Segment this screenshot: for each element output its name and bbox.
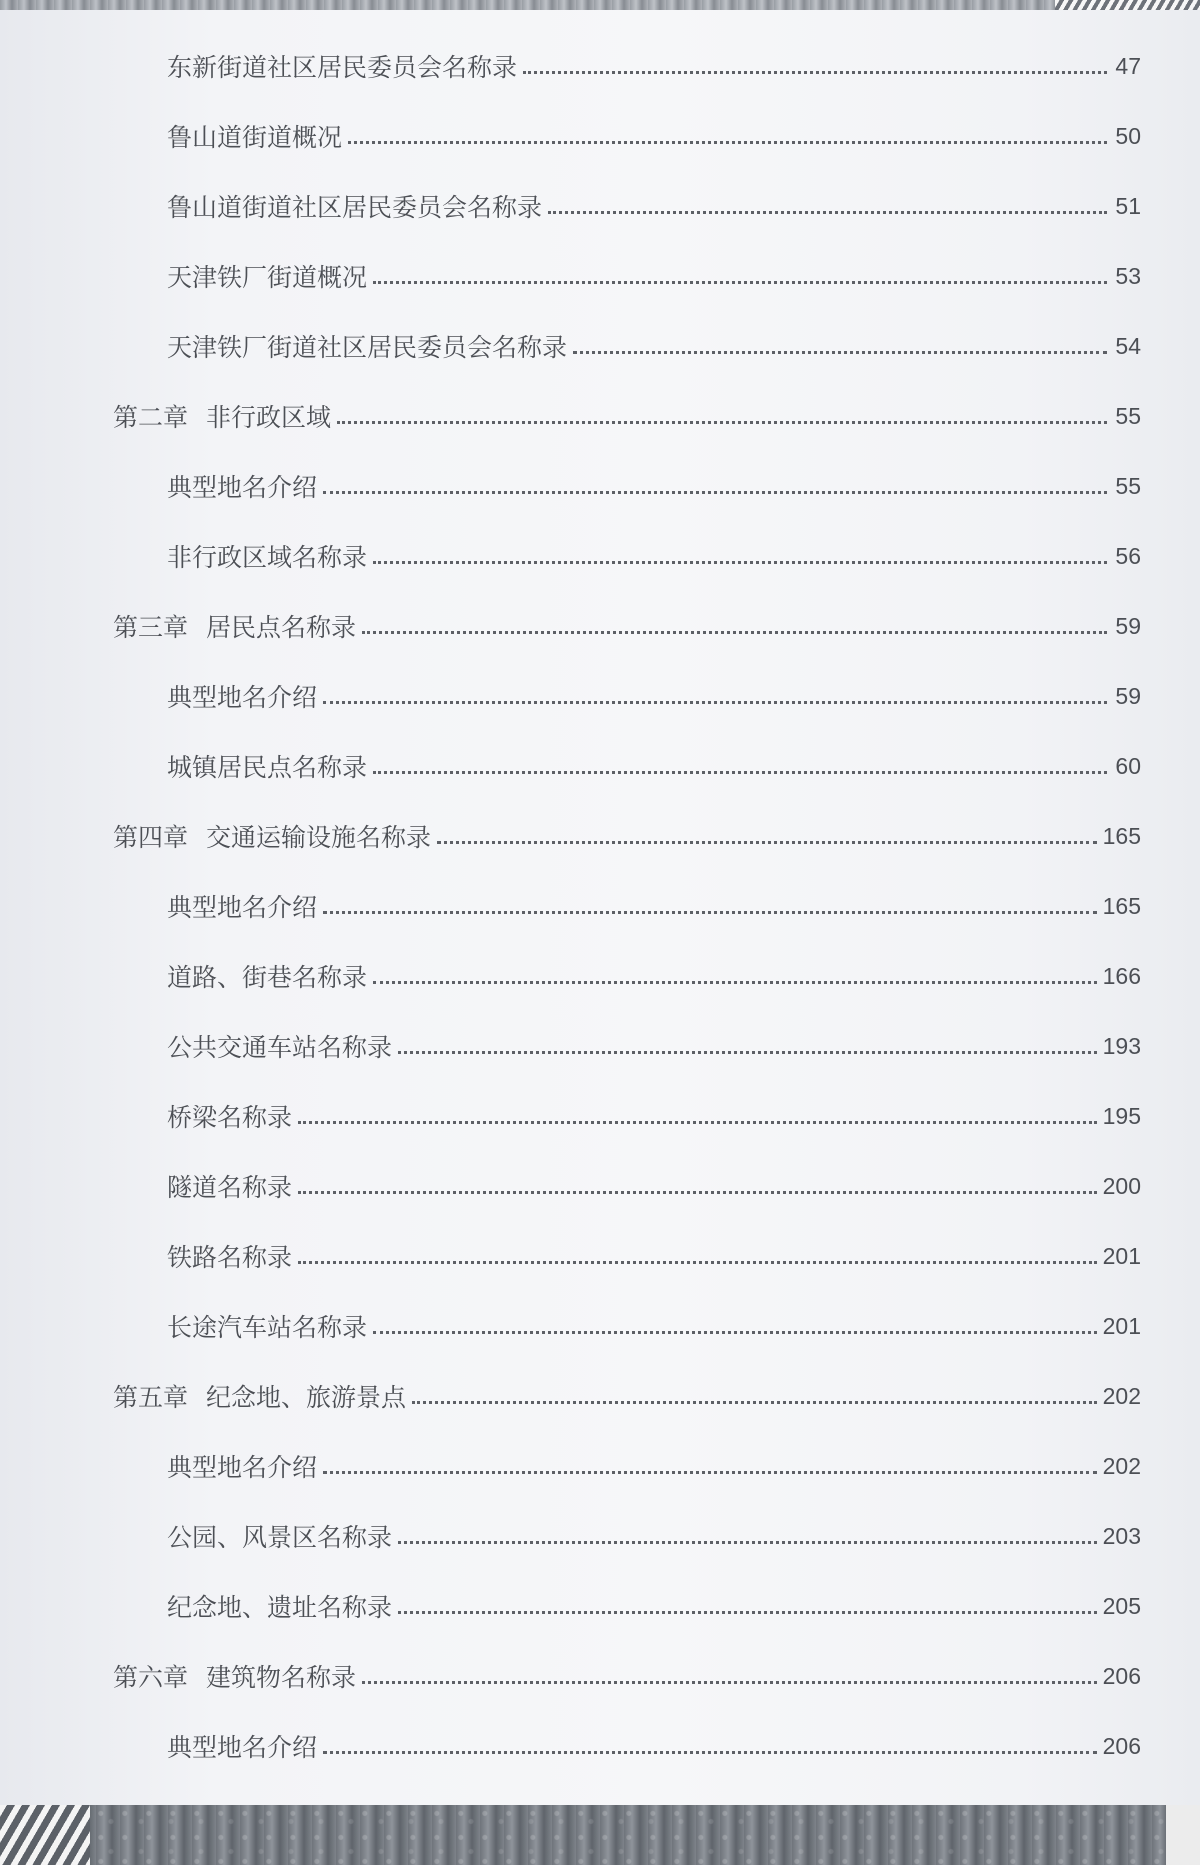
toc-entry-label — [167, 1728, 317, 1764]
toc-entry-title: 典型地名介绍 — [167, 683, 318, 712]
toc-entry-title: 东新街道社区居民委员会名称录 — [167, 53, 518, 82]
toc-entry-typical-names-chapter-3[interactable] — [167, 678, 1141, 714]
toc-entry-title: 鲁山道街道概况 — [167, 123, 343, 152]
toc-entry-typical-names-chapter-4[interactable] — [167, 888, 1141, 924]
toc-entry-railways-list[interactable] — [167, 1238, 1141, 1274]
dot-leader — [362, 1681, 1097, 1684]
dot-leader — [398, 1051, 1097, 1054]
chapter-number: 第三章 — [113, 613, 189, 642]
toc-entry-label — [167, 748, 367, 784]
toc-entry-title: 典型地名介绍 — [167, 893, 318, 922]
toc-chapter-5[interactable] — [113, 1378, 1141, 1414]
dot-leader — [298, 1121, 1097, 1124]
toc-chapter-3[interactable] — [113, 608, 1141, 644]
toc-page-number: 202 — [1102, 1452, 1141, 1479]
dot-leader — [523, 71, 1107, 74]
toc-entry-label — [167, 48, 517, 84]
toc-entry-dongxin-committee-list[interactable] — [167, 48, 1141, 84]
toc-page-number: 51 — [1115, 192, 1141, 219]
toc-entry-title: 天津铁厂街道社区居民委员会名称录 — [167, 333, 568, 362]
chapter-title: 纪念地、旅游景点 — [206, 1383, 407, 1412]
dot-leader — [298, 1191, 1097, 1194]
toc-page-number: 165 — [1102, 822, 1141, 849]
toc-page-number: 53 — [1115, 262, 1141, 289]
dot-leader — [323, 1471, 1097, 1474]
chapter-title: 非行政区域 — [206, 403, 332, 432]
toc-entry-label — [167, 1168, 292, 1204]
dot-leader — [323, 911, 1097, 914]
bottom-decorative-band — [0, 1805, 1200, 1865]
toc-page-number: 55 — [1115, 472, 1141, 499]
toc-page-number: 202 — [1102, 1382, 1141, 1409]
toc-page-number: 55 — [1115, 402, 1141, 429]
toc-entry-label — [113, 608, 356, 644]
toc-entry-tunnels-list[interactable] — [167, 1168, 1141, 1204]
toc-chapter-6[interactable] — [113, 1658, 1141, 1694]
dot-leader — [362, 631, 1107, 634]
toc-entry-title: 典型地名介绍 — [167, 1733, 318, 1762]
toc-page-number: 193 — [1102, 1032, 1141, 1059]
dot-leader — [348, 141, 1107, 144]
dot-leader — [337, 421, 1107, 424]
dot-leader — [548, 211, 1107, 214]
chapter-title: 居民点名称录 — [206, 613, 357, 642]
toc-page-number: 206 — [1102, 1732, 1141, 1759]
toc-entry-title: 铁路名称录 — [167, 1243, 293, 1272]
toc-entry-label — [167, 188, 542, 224]
toc-page-number: 166 — [1102, 962, 1141, 989]
dot-leader — [373, 981, 1097, 984]
toc-entry-label — [167, 468, 317, 504]
toc-entry-title: 纪念地、遗址名称录 — [167, 1593, 393, 1622]
toc-entry-label — [167, 1448, 317, 1484]
toc-entry-urban-settlement-list[interactable] — [167, 748, 1141, 784]
dot-leader — [373, 561, 1107, 564]
toc-page-number: 54 — [1115, 332, 1141, 359]
toc-page-number: 60 — [1115, 752, 1141, 779]
toc-page-number: 201 — [1102, 1242, 1141, 1269]
chapter-title: 建筑物名称录 — [206, 1663, 357, 1692]
chapter-number: 第四章 — [113, 823, 189, 852]
dot-leader — [573, 351, 1107, 354]
toc-entry-lushandao-overview[interactable] — [167, 118, 1141, 154]
dot-leader — [373, 1331, 1097, 1334]
dot-leader — [437, 841, 1097, 844]
bottom-right-edge — [1166, 1805, 1200, 1865]
toc-chapter-2[interactable] — [113, 398, 1141, 434]
dot-leader — [412, 1401, 1097, 1404]
dot-leader — [323, 701, 1107, 704]
toc-page-number: 205 — [1102, 1592, 1141, 1619]
toc-entry-parks-scenic-areas-list[interactable] — [167, 1518, 1141, 1554]
toc-page-number: 201 — [1102, 1312, 1141, 1339]
toc-entry-typical-names-chapter-5[interactable] — [167, 1448, 1141, 1484]
dot-leader — [323, 491, 1107, 494]
toc-entry-lushandao-committee-list[interactable] — [167, 188, 1141, 224]
toc-entry-non-admin-list[interactable] — [167, 538, 1141, 574]
toc-entry-label — [167, 678, 317, 714]
toc-page-number: 200 — [1102, 1172, 1141, 1199]
toc-entry-roads-streets-list[interactable] — [167, 958, 1141, 994]
toc-entry-label — [167, 1028, 392, 1064]
toc-page-number: 203 — [1102, 1522, 1141, 1549]
toc-entry-title: 鲁山道街道社区居民委员会名称录 — [167, 193, 543, 222]
toc-entry-bridges-list[interactable] — [167, 1098, 1141, 1134]
toc-entry-memorials-sites-list[interactable] — [167, 1588, 1141, 1624]
toc-entry-label — [113, 818, 431, 854]
toc-entry-public-transit-stations-list[interactable] — [167, 1028, 1141, 1064]
toc-entry-title: 公园、风景区名称录 — [167, 1523, 393, 1552]
toc-entry-label — [167, 118, 342, 154]
toc-entry-label — [167, 538, 367, 574]
dot-leader — [323, 1751, 1097, 1754]
toc-entry-typical-names-chapter-2[interactable] — [167, 468, 1141, 504]
toc-entry-title: 城镇居民点名称录 — [167, 753, 368, 782]
toc-entry-title: 非行政区域名称录 — [167, 543, 368, 572]
chapter-number: 第六章 — [113, 1663, 189, 1692]
toc-page-number: 47 — [1115, 52, 1141, 79]
toc-entry-label — [167, 888, 317, 924]
toc-entry-tianjin-iron-committee-list[interactable] — [167, 328, 1141, 364]
toc-page-number: 165 — [1102, 892, 1141, 919]
toc-entry-label — [167, 1238, 292, 1274]
dot-leader — [398, 1611, 1097, 1614]
toc-entry-label — [167, 1308, 367, 1344]
toc-page-number: 206 — [1102, 1662, 1141, 1689]
toc-page-number: 195 — [1102, 1102, 1141, 1129]
toc-chapter-4[interactable] — [113, 818, 1141, 854]
chapter-number: 第二章 — [113, 403, 189, 432]
bottom-left-stripe-pattern — [0, 1805, 90, 1865]
toc-entry-title: 公共交通车站名称录 — [167, 1033, 393, 1062]
toc-entry-title: 典型地名介绍 — [167, 473, 318, 502]
toc-page-number: 59 — [1115, 682, 1141, 709]
toc-page-number: 56 — [1115, 542, 1141, 569]
toc-entry-title: 道路、街巷名称录 — [167, 963, 368, 992]
toc-entry-label — [113, 1658, 356, 1694]
toc-entry-label — [167, 958, 367, 994]
toc-entry-long-distance-bus-stations-list[interactable] — [167, 1308, 1141, 1344]
toc-entry-tianjin-iron-overview[interactable] — [167, 258, 1141, 294]
toc-entry-label — [167, 258, 367, 294]
dot-leader — [398, 1541, 1097, 1544]
toc-entry-title: 天津铁厂街道概况 — [167, 263, 368, 292]
toc-entry-title: 桥梁名称录 — [167, 1103, 293, 1132]
toc-page-number: 59 — [1115, 612, 1141, 639]
dot-leader — [373, 771, 1107, 774]
chapter-number: 第五章 — [113, 1383, 189, 1412]
toc-page-number: 50 — [1115, 122, 1141, 149]
toc-entry-label — [167, 328, 567, 364]
dot-leader — [298, 1261, 1097, 1264]
toc-entry-typical-names-chapter-6[interactable] — [167, 1728, 1141, 1764]
toc-entry-label — [167, 1588, 392, 1624]
toc-entry-label — [167, 1518, 392, 1554]
toc-entry-title: 隧道名称录 — [167, 1173, 293, 1202]
toc-entry-label — [113, 1378, 406, 1414]
toc-entry-title: 典型地名介绍 — [167, 1453, 318, 1482]
toc-entry-label — [167, 1098, 292, 1134]
toc-entry-title: 长途汽车站名称录 — [167, 1313, 368, 1342]
chapter-title: 交通运输设施名称录 — [206, 823, 432, 852]
toc-entry-label — [113, 398, 331, 434]
dot-leader — [373, 281, 1107, 284]
